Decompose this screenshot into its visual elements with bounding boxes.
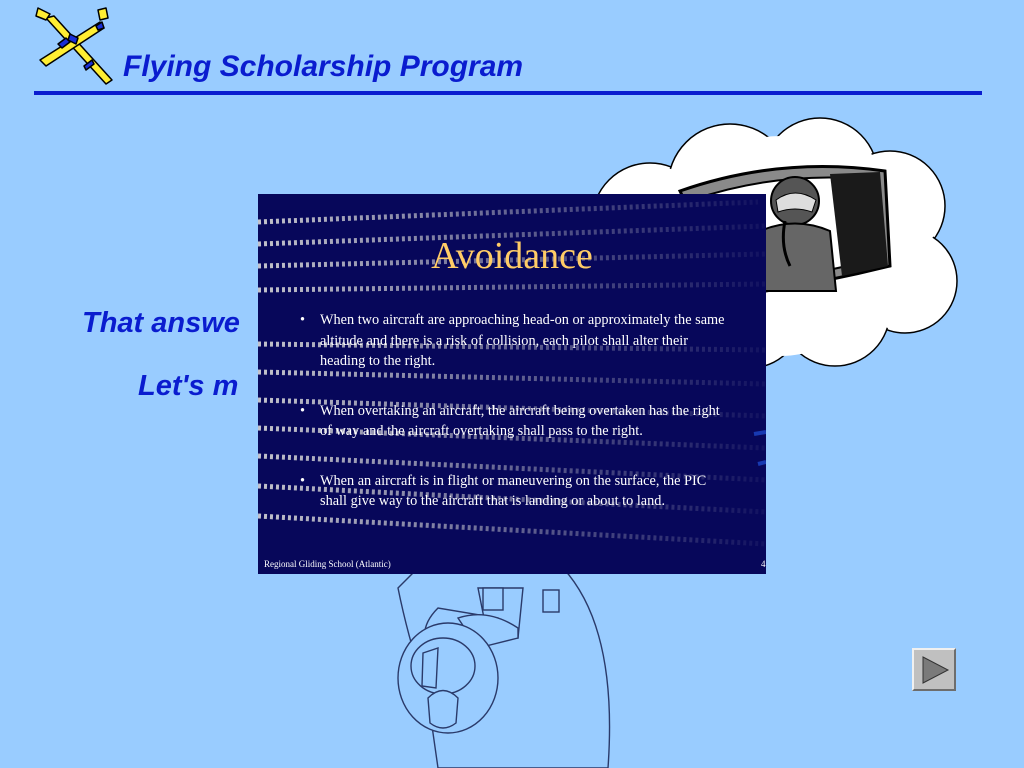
slide-heading: Avoidance	[431, 235, 593, 277]
slide-bullet-list	[300, 310, 730, 541]
bullet-text: When overtaking an aircraft, the aircraft being overtaken has the right of way and the aircraft overtaking shall pass to the right.	[320, 402, 720, 439]
list-item	[300, 310, 730, 372]
next-slide-button[interactable]	[912, 648, 956, 691]
title-underline	[34, 91, 982, 95]
avoidance-slide	[258, 194, 766, 574]
body-text-line-1: That answe	[82, 307, 240, 339]
slide-footer: Regional Gliding School (Atlantic)	[264, 559, 391, 569]
page-title: Flying Scholarship Program	[123, 50, 524, 83]
bullet-symbol: •	[300, 312, 306, 328]
play-arrow-icon	[920, 655, 950, 685]
pilot-holding-helmet-illustration	[378, 548, 618, 768]
list-item	[300, 471, 730, 512]
bullet-symbol: •	[300, 472, 306, 489]
bullet-text: When two aircraft are approaching head-on or approximately the same altitude and there is a risk of collision, each pilot shall alter their heading to the right.	[320, 312, 725, 369]
list-item	[300, 401, 730, 442]
airplane-icon	[34, 4, 116, 86]
bullet-text: When an aircraft is in flight or maneuvering on the surface, the PIC shall give way to the aircraft that is landing or about to land.	[320, 472, 707, 509]
slide-page-number: 4	[761, 559, 766, 569]
body-text-line-2: Let's m	[138, 370, 239, 402]
bullet-symbol: •	[300, 402, 306, 419]
